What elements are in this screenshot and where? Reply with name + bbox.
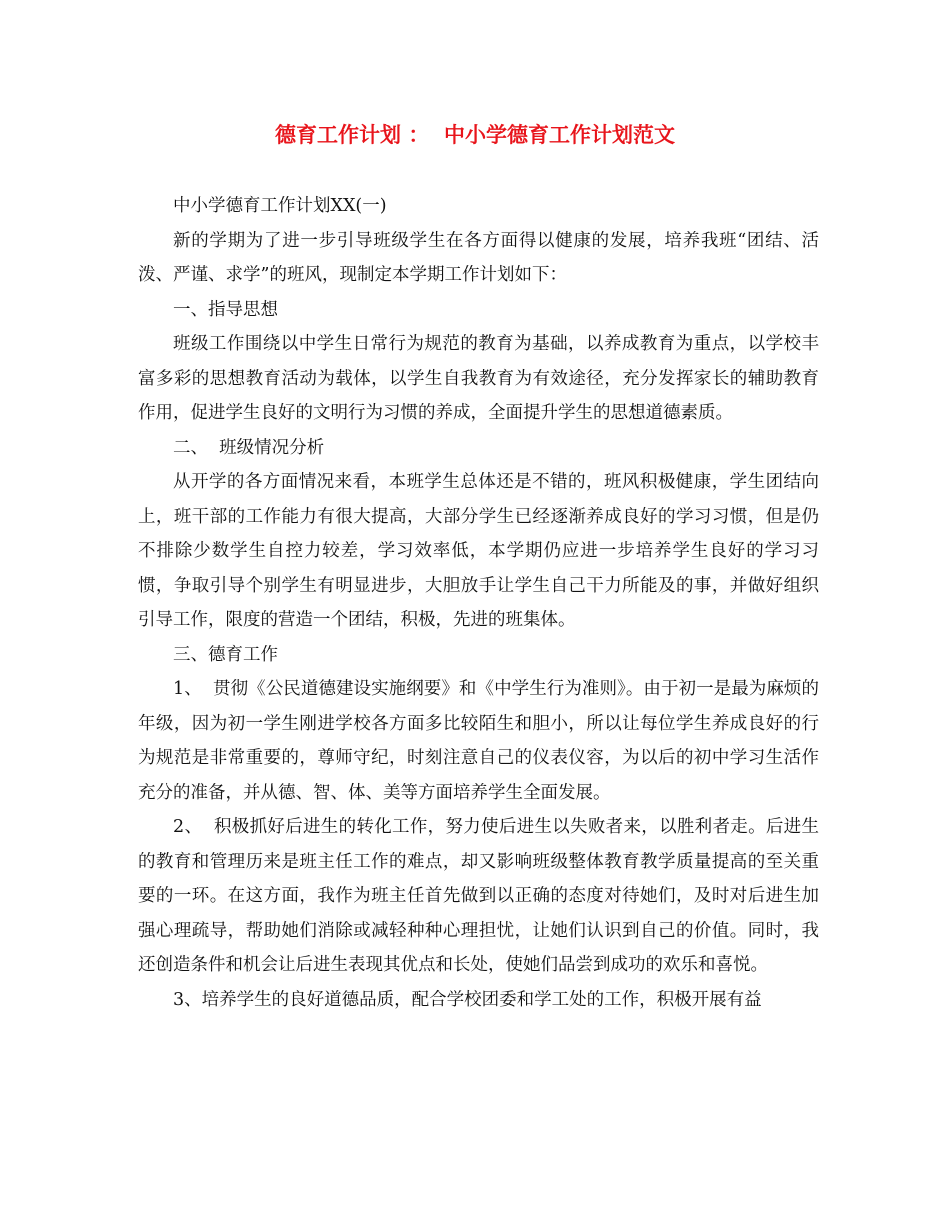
document-title: 德育工作计划 ： 中小学德育工作计划范文: [275, 122, 675, 147]
paragraph-item-3: 3、培养学生的良好道德品质，配合学校团委和学工处的工作，积极开展有益: [173, 989, 762, 1010]
section-heading-class-analysis: 二、 班级情况分析: [173, 437, 325, 458]
document-body: [138, 189, 819, 1017]
paragraph-item-1: 1、 贯彻《公民道德建设实施纲要》和《中学生行为准则》。由于初一是最为麻烦的年级，因为初一学生刚进学校各方面多比较陌生和胆小，所以让每位学生养成良好的行为规范是非常重要的，尊师守纪，时刻注意自己的仪表仪容，为以后的初中学习生活作充分的准备，并从德、智、体、美等方面培养学生全面发展。: [138, 679, 819, 803]
paragraph-guiding-ideology: 班级工作围绕以中学生日常行为规范的教育为基础，以养成教育为重点，以学校丰富多彩的思想教育活动为载体，以学生自我教育为有效途径，充分发挥家长的辅助教育作用，促进学生良好的文明行为习惯的养成，全面提升学生的思想道德素质。: [138, 334, 819, 423]
paragraph-class-analysis: 从开学的各方面情况来看，本班学生总体还是不错的，班风积极健康，学生团结向上，班干部的工作能力有很大提高，大部分学生已经逐渐养成良好的学习习惯，但是仍不排除少数学生自控力较差，学习效率低，本学期仍应进一步培养学生良好的学习习惯，争取引导个别学生有明显进步，大胆放手让学生自己干力所能及的事，并做好组织引导工作，限度的营造一个团结，积极，先进的班集体。: [138, 472, 819, 630]
section-heading-guiding-ideology: 一、指导思想: [173, 299, 278, 320]
paragraph-intro: 新的学期为了进一步引导班级学生在各方面得以健康的发展，培养我班“团结、活泼、严谨、求学”的班风，现制定本学期工作计划如下：: [138, 230, 819, 285]
paragraph-subtitle: 中小学德育工作计划XX(一): [173, 196, 387, 216]
paragraph-item-2: 2、 积极抓好后进生的转化工作，努力使后进生以失败者来，以胜利者走。后进生的教育和管理历来是班主任工作的难点，却又影响班级整体教育教学质量提高的至关重要的一环。在这方面，我作为班主任首先做到以正确的态度对待她们，及时对后进生加强心理疏导，帮助她们消除或减轻种种心理担忧，让她们认识到自己的价值。同时，我还创造条件和机会让后进生表现其优点和长处，使她们品尝到成功的欢乐和喜悦。: [138, 817, 819, 975]
section-heading-moral-education: 三、德育工作: [173, 644, 278, 665]
